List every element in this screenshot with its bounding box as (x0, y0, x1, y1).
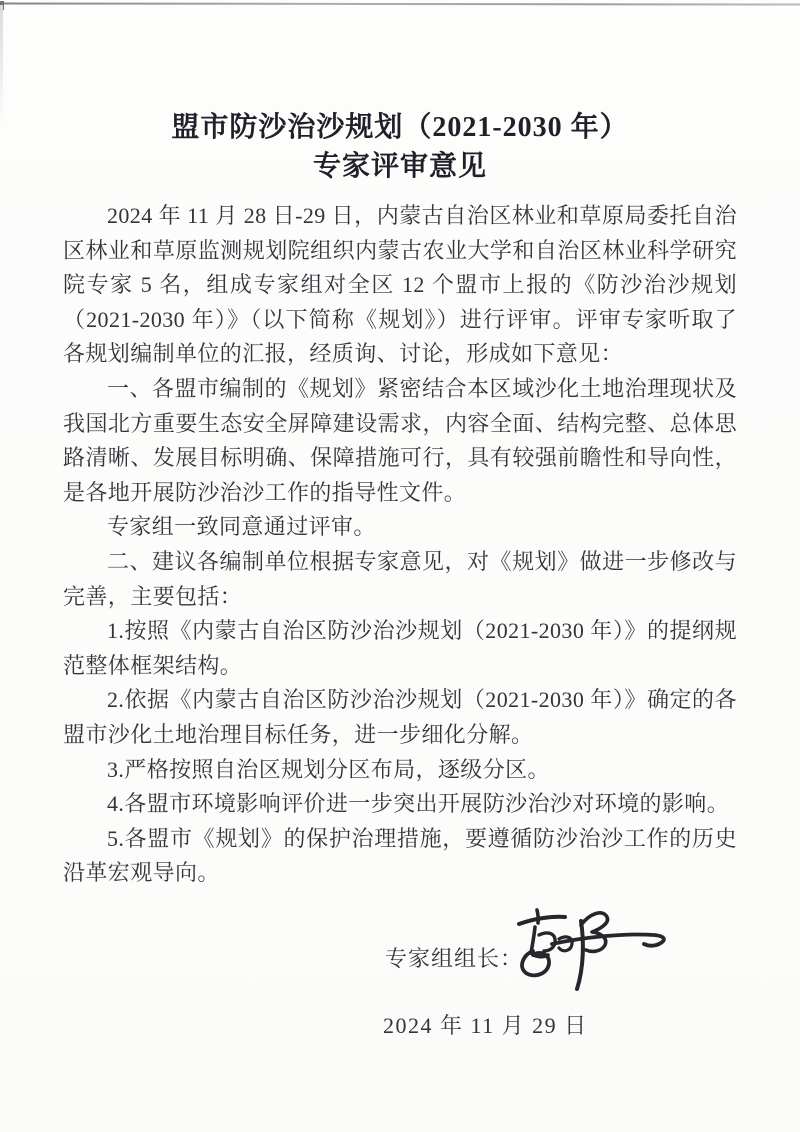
paragraph: 3.严格按照自治区规划分区布局，逐级分区。 (107, 756, 550, 782)
handwritten-signature (502, 893, 682, 1003)
paragraph: 专家组一致同意通过评审。 (107, 514, 376, 540)
scan-artifact-left-edge (0, 5, 3, 125)
paragraph: 5.各盟市《规划》的保护治理措施，要遵循防沙治沙工作的历史沿革宏观导向。 (63, 825, 737, 886)
document-title (0, 108, 800, 186)
document-title-line1: 盟市防沙治沙规划（2021-2030 年） (171, 112, 629, 143)
paragraph: 4.各盟市环境影响评价进一步突出开展防沙治沙对环境的影响。 (107, 791, 730, 817)
scan-artifact-top-line (0, 2, 800, 5)
paragraph: 2.依据《内蒙古自治区防沙治沙规划（2021-2030 年）》确定的各盟市沙化土地治理目标任务，进一步细化分解。 (63, 687, 737, 747)
signature-label: 专家组组长： (385, 946, 524, 971)
document-date: 2024 年 11 月 29 日 (383, 1013, 588, 1038)
paragraph: 二、建议各编制单位根据专家意见，对《规划》做进一步修改与完善，主要包括： (63, 548, 737, 609)
document-body (63, 199, 737, 891)
paragraph: 一、各盟市编制的《规划》紧密结合本区域沙化土地治理现状及我国北方重要生态安全屏障建设需求，内容全面、结构完整、总体思路清晰、发展目标明确、保障措施可行，具有较强前瞻性和导向性，是各地开展防沙治沙工作的指导性文件。 (63, 375, 737, 505)
paragraph: 1.按照《内蒙古自治区防沙治沙规划（2021-2030 年）》的提纲规范整体框架结构。 (63, 618, 737, 678)
document-title-line2: 专家评审意见 (312, 151, 487, 182)
paragraph: 2024 年 11 月 28 日-29 日，内蒙古自治区林业和草原局委托自治区林业和草原监测规划院组织内蒙古农业大学和自治区林业科学研究院专家 5 名，组成专家组对全区 12 个盟市上报的《防沙治沙规划（2021-2030 年）》（以下简称《规划》）进行评审。评审专家听取了各规划编制单位的汇报，经质询、讨论，形成如下意见： (63, 203, 737, 367)
